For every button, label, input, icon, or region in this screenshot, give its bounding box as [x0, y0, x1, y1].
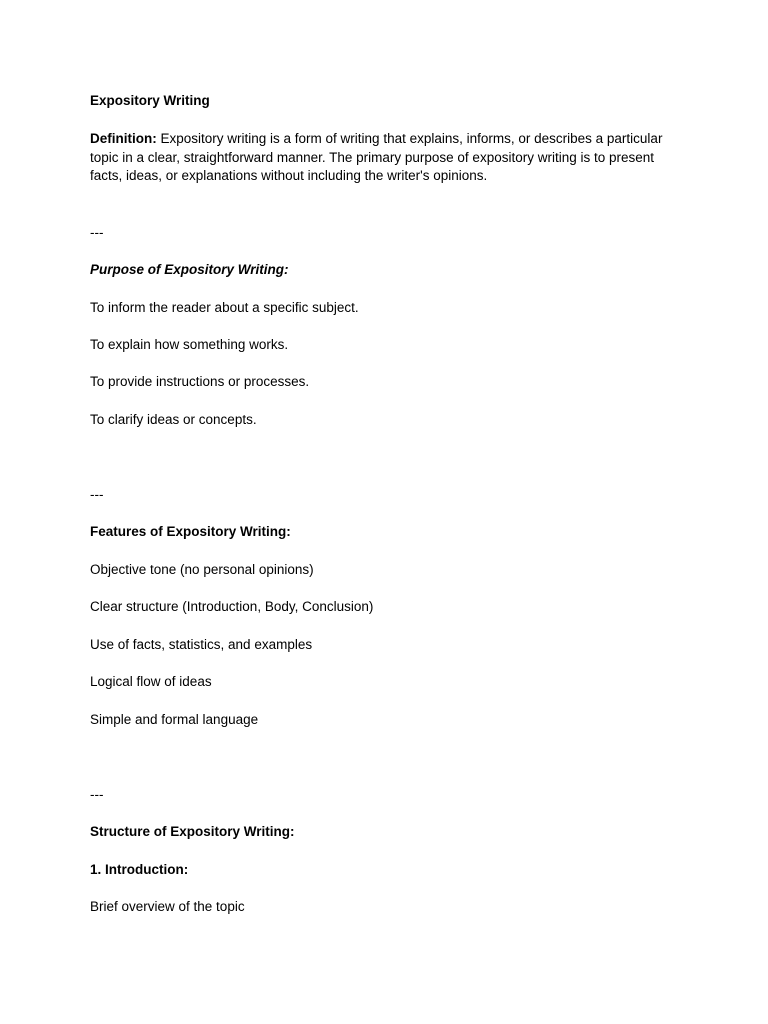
separator-2: ---	[90, 487, 104, 502]
features-item-5: Simple and formal language	[90, 712, 259, 727]
features-heading: Features of Expository Writing:	[90, 524, 291, 539]
purpose-item-3: To provide instructions or processes.	[90, 374, 310, 389]
structure-item-1: Brief overview of the topic	[90, 899, 245, 914]
purpose-item-2: To explain how something works.	[90, 337, 289, 352]
document-page	[90, 0, 690, 1024]
definition-paragraph	[90, 130, 690, 186]
features-item-2: Clear structure (Introduction, Body, Conclusion)	[90, 599, 374, 614]
purpose-item-4: To clarify ideas or concepts.	[90, 412, 257, 427]
structure-subheading-introduction: 1. Introduction:	[90, 862, 189, 877]
structure-heading: Structure of Expository Writing:	[90, 824, 295, 839]
features-item-4: Logical flow of ideas	[90, 674, 212, 689]
separator-3: ---	[90, 787, 104, 802]
separator-1: ---	[90, 225, 104, 240]
definition-text: Expository writing is a form of writing that explains, informs, or describes a particular topic in a clear, straightforward manner. The primary purpose of expository writing is to present facts, ideas, or explanations without including the writer's opinions.	[90, 131, 663, 184]
definition-label: Definition:	[90, 131, 157, 146]
features-item-3: Use of facts, statistics, and examples	[90, 637, 313, 652]
features-item-1: Objective tone (no personal opinions)	[90, 562, 314, 577]
purpose-heading: Purpose of Expository Writing:	[90, 262, 289, 277]
document-title: Expository Writing	[90, 93, 210, 108]
purpose-item-1: To inform the reader about a specific subject.	[90, 300, 359, 315]
